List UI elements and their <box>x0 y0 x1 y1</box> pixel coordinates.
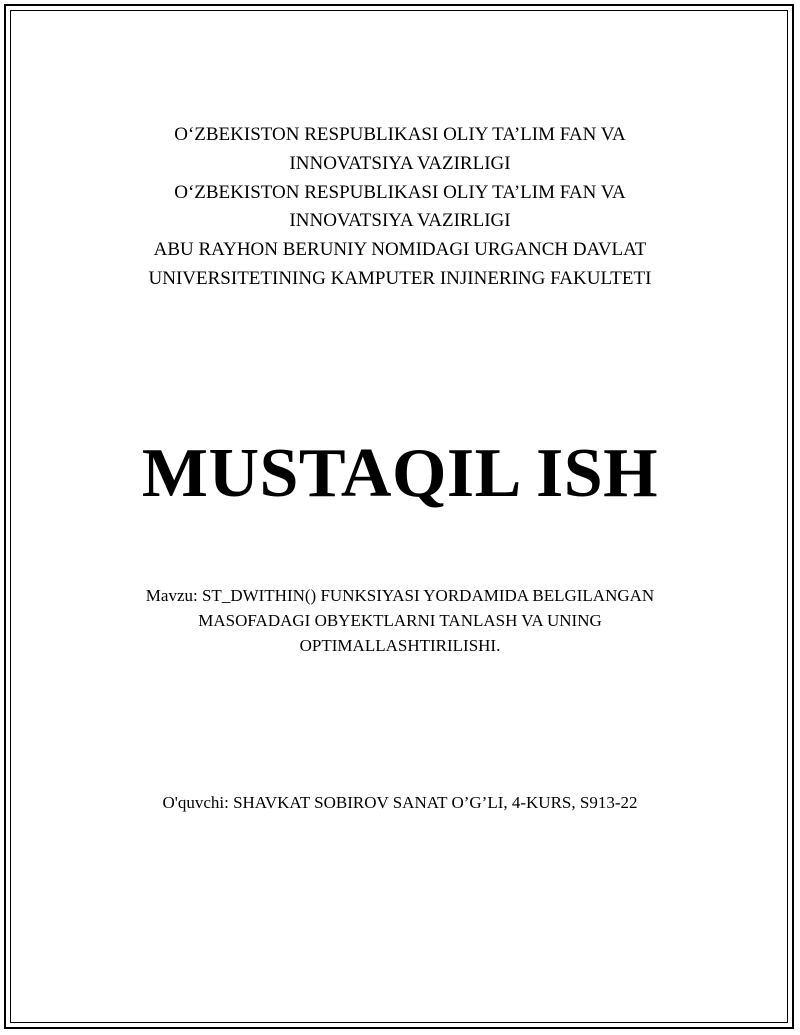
institution-header <box>0 121 800 294</box>
student-info: O'quvchi: SHAVKAT SOBIROV SANAT O’G’LI, 4-KURS, S913-22 <box>162 793 638 812</box>
header-line: O‘ZBEKISTON RESPUBLIKASI OLIY TA’LIM FAN VA <box>174 181 626 203</box>
topic-line: MASOFADAGI OBYEKTLARNI TANLASH VA UNING <box>198 611 602 630</box>
topic-block <box>0 583 800 658</box>
topic-line: Mavzu: ST_DWITHIN() FUNKSIYASI YORDAMIDA BELGILANGAN <box>145 586 655 605</box>
document-title: MUSTAQIL ISH <box>141 435 659 512</box>
header-line: UNIVERSITETINING KAMPUTER INJINERING FAKULTETI <box>148 267 652 289</box>
header-line: INNOVATSIYA VAZIRLIGI <box>289 210 511 232</box>
header-line: O‘ZBEKISTON RESPUBLIKASI OLIY TA’LIM FAN VA <box>174 124 626 145</box>
topic-line: OPTIMALLASHTIRILISHI. <box>299 636 501 655</box>
header-line: INNOVATSIYA VAZIRLIGI <box>289 152 511 174</box>
header-line: ABU RAYHON BERUNIY NOMIDAGI URGANCH DAVLAT <box>153 239 647 261</box>
